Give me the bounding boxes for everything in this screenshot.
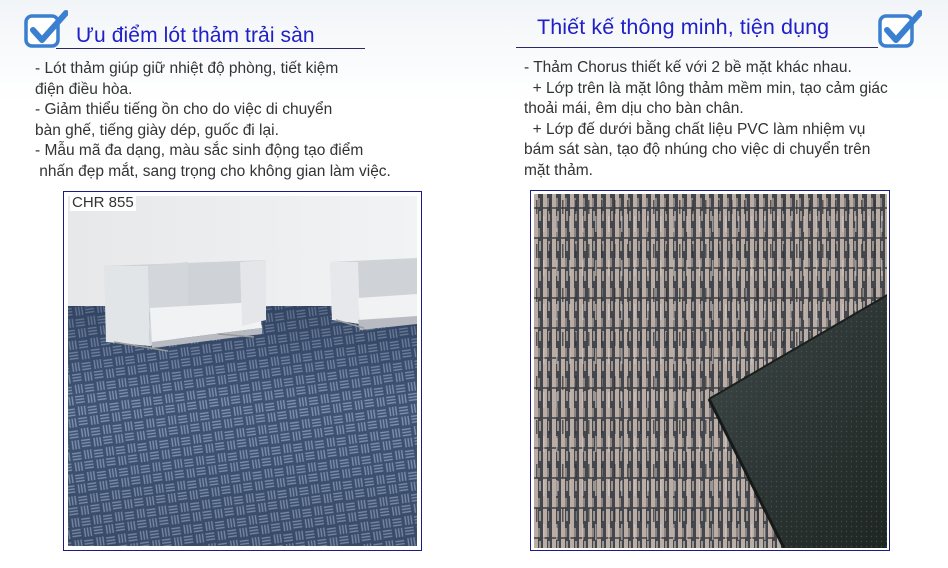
heading-underline [56, 48, 365, 49]
design-text [524, 58, 888, 182]
text-line: bàn ghế, tiếng giày dép, guốc đi lại. [35, 121, 279, 139]
sofa-right [330, 258, 417, 330]
advantages-text [35, 59, 391, 183]
design-heading: Thiết kế thông minh, tiện dụng [537, 15, 830, 39]
product-code-label: CHR 855 [72, 194, 134, 211]
carpet-room-photo-frame [63, 191, 422, 551]
design-column [474, 0, 948, 568]
text-line: + Lớp đế dưới bằng chất liệu PVC làm nhiệm vụ [524, 120, 866, 138]
checkbox-check-icon [878, 10, 922, 50]
checkbox-check-icon [24, 10, 68, 50]
text-line: thoải mái, êm dịu cho bàn chân. [524, 100, 744, 118]
carpet-layers-photo-frame [530, 190, 890, 551]
text-line: điện điều hòa. [35, 80, 133, 98]
text-line: - Mẫu mã đa dạng, màu sắc sinh động tạo điểm [35, 142, 364, 160]
text-line: - Thảm Chorus thiết kế với 2 bề mặt khác nhau. [524, 59, 852, 76]
advantages-heading: Ưu điểm lót thảm trải sàn [76, 24, 315, 47]
carpet-room-photo [68, 196, 417, 546]
carpet-layers-photo [534, 194, 887, 548]
text-line: - Giảm thiểu tiếng ồn cho do việc di chuyển [35, 101, 333, 119]
text-line: + Lớp trên là mặt lông thảm mềm min, tạo cảm giác [524, 79, 888, 97]
text-line: bám sát sàn, tạo độ nhúng cho việc di chuyển trên [524, 141, 871, 159]
text-line: nhấn đẹp mắt, sang trọng cho không gian làm việc. [35, 162, 391, 180]
text-line: mặt thảm. [524, 161, 593, 179]
heading-underline [516, 47, 878, 48]
text-line: - Lót thảm giúp giữ nhiệt độ phòng, tiết kiệm [35, 60, 339, 77]
